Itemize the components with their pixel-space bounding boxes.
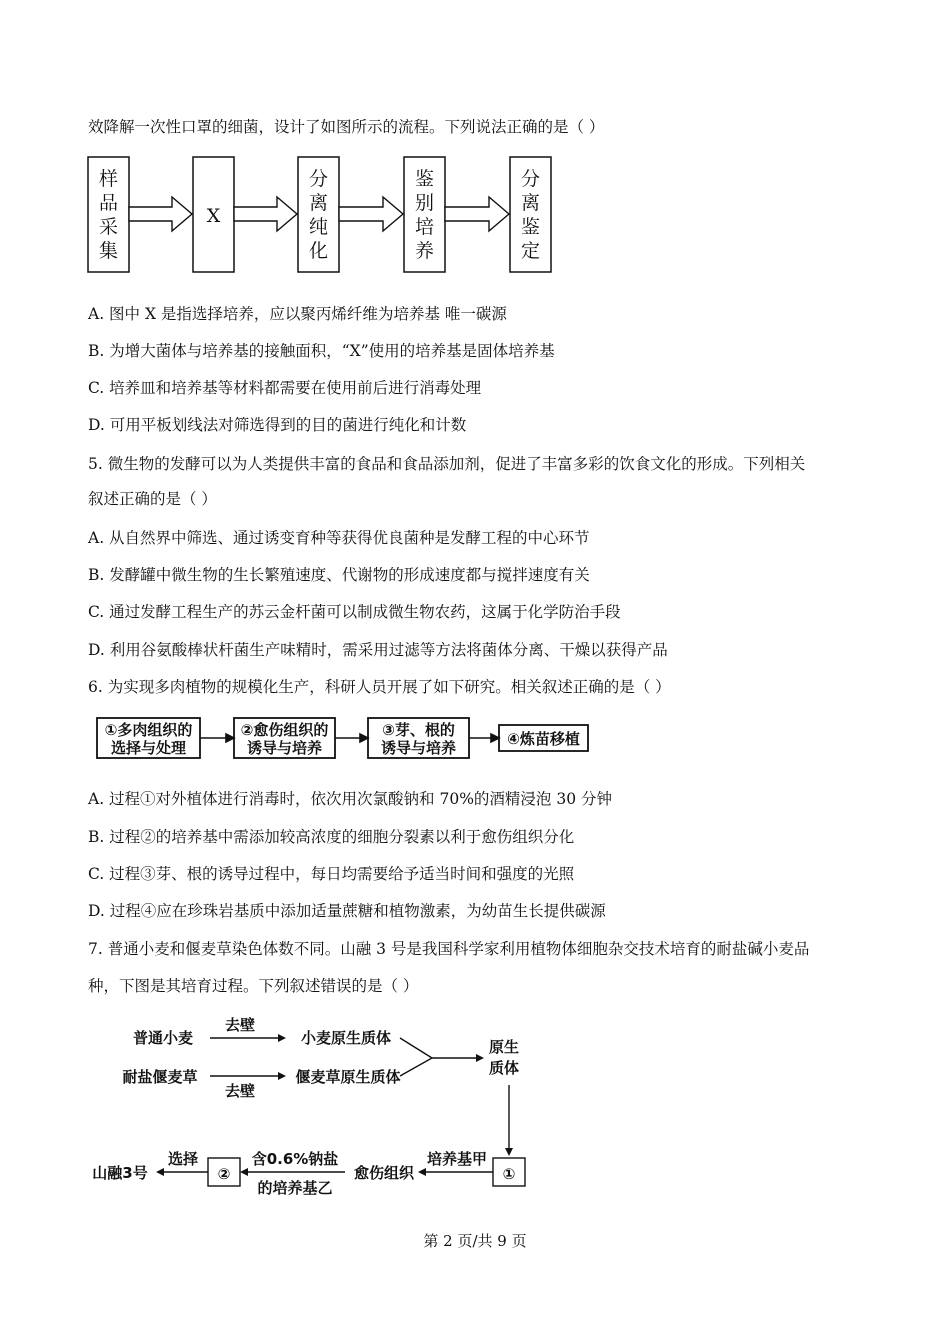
q4-stem: 效降解一次性口罩的细菌，设计了如图所示的流程。下列说法正确的是（ ）: [88, 118, 605, 136]
q7-merge-bracket: [400, 1038, 432, 1076]
q7-label-remove-wall-1: 去壁: [224, 1016, 256, 1034]
q6-step4-box: [499, 725, 588, 751]
q6-step1-label-2: 选择与处理: [110, 739, 187, 757]
q7-stem-line2: 种，下图是其培育过程。下列叙述错误的是（ ）: [88, 977, 419, 995]
q6-stem: 6. 为实现多肉植物的规模化生产，科研人员开展了如下研究。相关叙述正确的是（ ）: [88, 678, 671, 696]
flow-label-0: 样品采集: [98, 168, 119, 262]
q6-step1-label-1: ①多肉组织的: [104, 721, 193, 739]
flow-box-purify: [298, 157, 339, 272]
q7-label-circle-2: ②: [217, 1165, 231, 1183]
q7-box-1: [493, 1158, 525, 1186]
q5-option-b: B. 发酵罐中微生物的生长繁殖速度、代谢物的形成速度都与搅拌速度有关: [88, 566, 590, 584]
q6-step2-label-1: ②愈伤组织的: [240, 721, 329, 739]
flow-arrow-1: [129, 197, 192, 231]
q6-step1-box: [97, 718, 200, 758]
q5-stem-line1: 5. 微生物的发酵可以为人类提供丰富的食品和食品添加剂，促进了丰富多彩的饮食文化的形成。下列相关: [88, 455, 806, 473]
flow-arrow-2: [234, 197, 297, 231]
q7-label-select: 选择: [167, 1150, 199, 1168]
q6-option-d: D. 过程④应在珍珠岩基质中添加适量蔗糖和植物激素，为幼苗生长提供碳源: [88, 902, 606, 920]
q7-label-callus: 愈伤组织: [353, 1164, 415, 1182]
q7-label-medium-b-2: 的培养基乙: [257, 1179, 333, 1197]
q6-option-c: C. 过程③芽、根的诱导过程中，每日均需要给予适当时间和强度的光照: [88, 865, 575, 883]
q7-label-circle-1: ①: [502, 1165, 516, 1183]
q6-step2-box: [234, 718, 335, 758]
q4-option-b: B. 为增大菌体与培养基的接触面积，“X”使用的培养基是固体培养基: [88, 342, 555, 360]
q7-label-medium-b-1: 含0.6%钠盐: [251, 1150, 339, 1168]
q6-step4-label-1: ④炼苗移植: [507, 730, 580, 748]
flow-arrow-4: [445, 197, 509, 231]
flow-arrow-3: [339, 197, 403, 231]
q6-step3-label-2: 诱导与培养: [380, 739, 457, 757]
q7-label-wheat: 普通小麦: [132, 1029, 194, 1047]
q6-step2-label-2: 诱导与培养: [246, 739, 323, 757]
q7-label-protoplast-1: 原生: [488, 1038, 520, 1056]
q7-label-remove-wall-2: 去壁: [224, 1082, 256, 1100]
q6-step3-label-1: ③芽、根的: [382, 721, 455, 739]
flow-label-3: 鉴别培养: [414, 168, 435, 262]
flow-box-identify: [404, 157, 445, 272]
q7-box-2: [208, 1158, 240, 1186]
flow-box-sample: [88, 157, 129, 272]
q6-step3-box: [368, 718, 469, 758]
flow-box-x: [193, 157, 234, 272]
q6-option-b: B. 过程②的培养基中需添加较高浓度的细胞分裂素以利于愈伤组织分化: [88, 828, 575, 846]
q7-label-protoplast-2: 质体: [488, 1059, 520, 1077]
q4-option-c: C. 培养皿和培养基等材料都需要在使用前后进行消毒处理: [88, 379, 482, 397]
q5-stem-line2: 叙述正确的是（ ）: [88, 490, 217, 508]
q7-label-wheat-protoplast: 小麦原生质体: [300, 1029, 392, 1047]
q7-label-medium-a: 培养基甲: [426, 1150, 488, 1168]
flow-label-2: 分离纯化: [308, 168, 329, 262]
q4-option-d: D. 可用平板划线法对筛选得到的目的菌进行纯化和计数: [88, 416, 467, 434]
flow-box-separate: [510, 157, 551, 272]
q7-label-grass: 耐盐偃麦草: [122, 1068, 198, 1086]
flow-label-4: 分离鉴定: [520, 168, 541, 262]
q6-option-a: A. 过程①对外植体进行消毒时，依次用次氯酸钠和 70%的酒精浸泡 30 分钟: [88, 790, 613, 808]
q7-label-grass-protoplast: 偃麦草原生质体: [295, 1068, 401, 1086]
q5-option-a: A. 从自然界中筛选、通过诱变育种等获得优良菌种是发酵工程的中心环节: [88, 529, 590, 547]
q5-option-d: D. 利用谷氨酸棒状杆菌生产味精时，需采用过滤等方法将菌体分离、干燥以获得产品: [88, 641, 668, 659]
q4-option-a: A. 图中 X 是指选择培养，应以聚丙烯纤维为培养基 唯一碳源: [88, 305, 507, 323]
page-footer: 第 2 页/共 9 页: [423, 1232, 527, 1250]
q5-option-c: C. 通过发酵工程生产的苏云金杆菌可以制成微生物农药，这属于化学防治手段: [88, 603, 621, 621]
flow-label-1: X: [206, 205, 221, 227]
q7-stem-line1: 7. 普通小麦和偃麦草染色体数不同。山融 3 号是我国科学家利用植物体细胞杂交技术培育的耐盐碱小麦品: [88, 940, 810, 958]
q7-label-result: 山融3号: [92, 1164, 148, 1182]
